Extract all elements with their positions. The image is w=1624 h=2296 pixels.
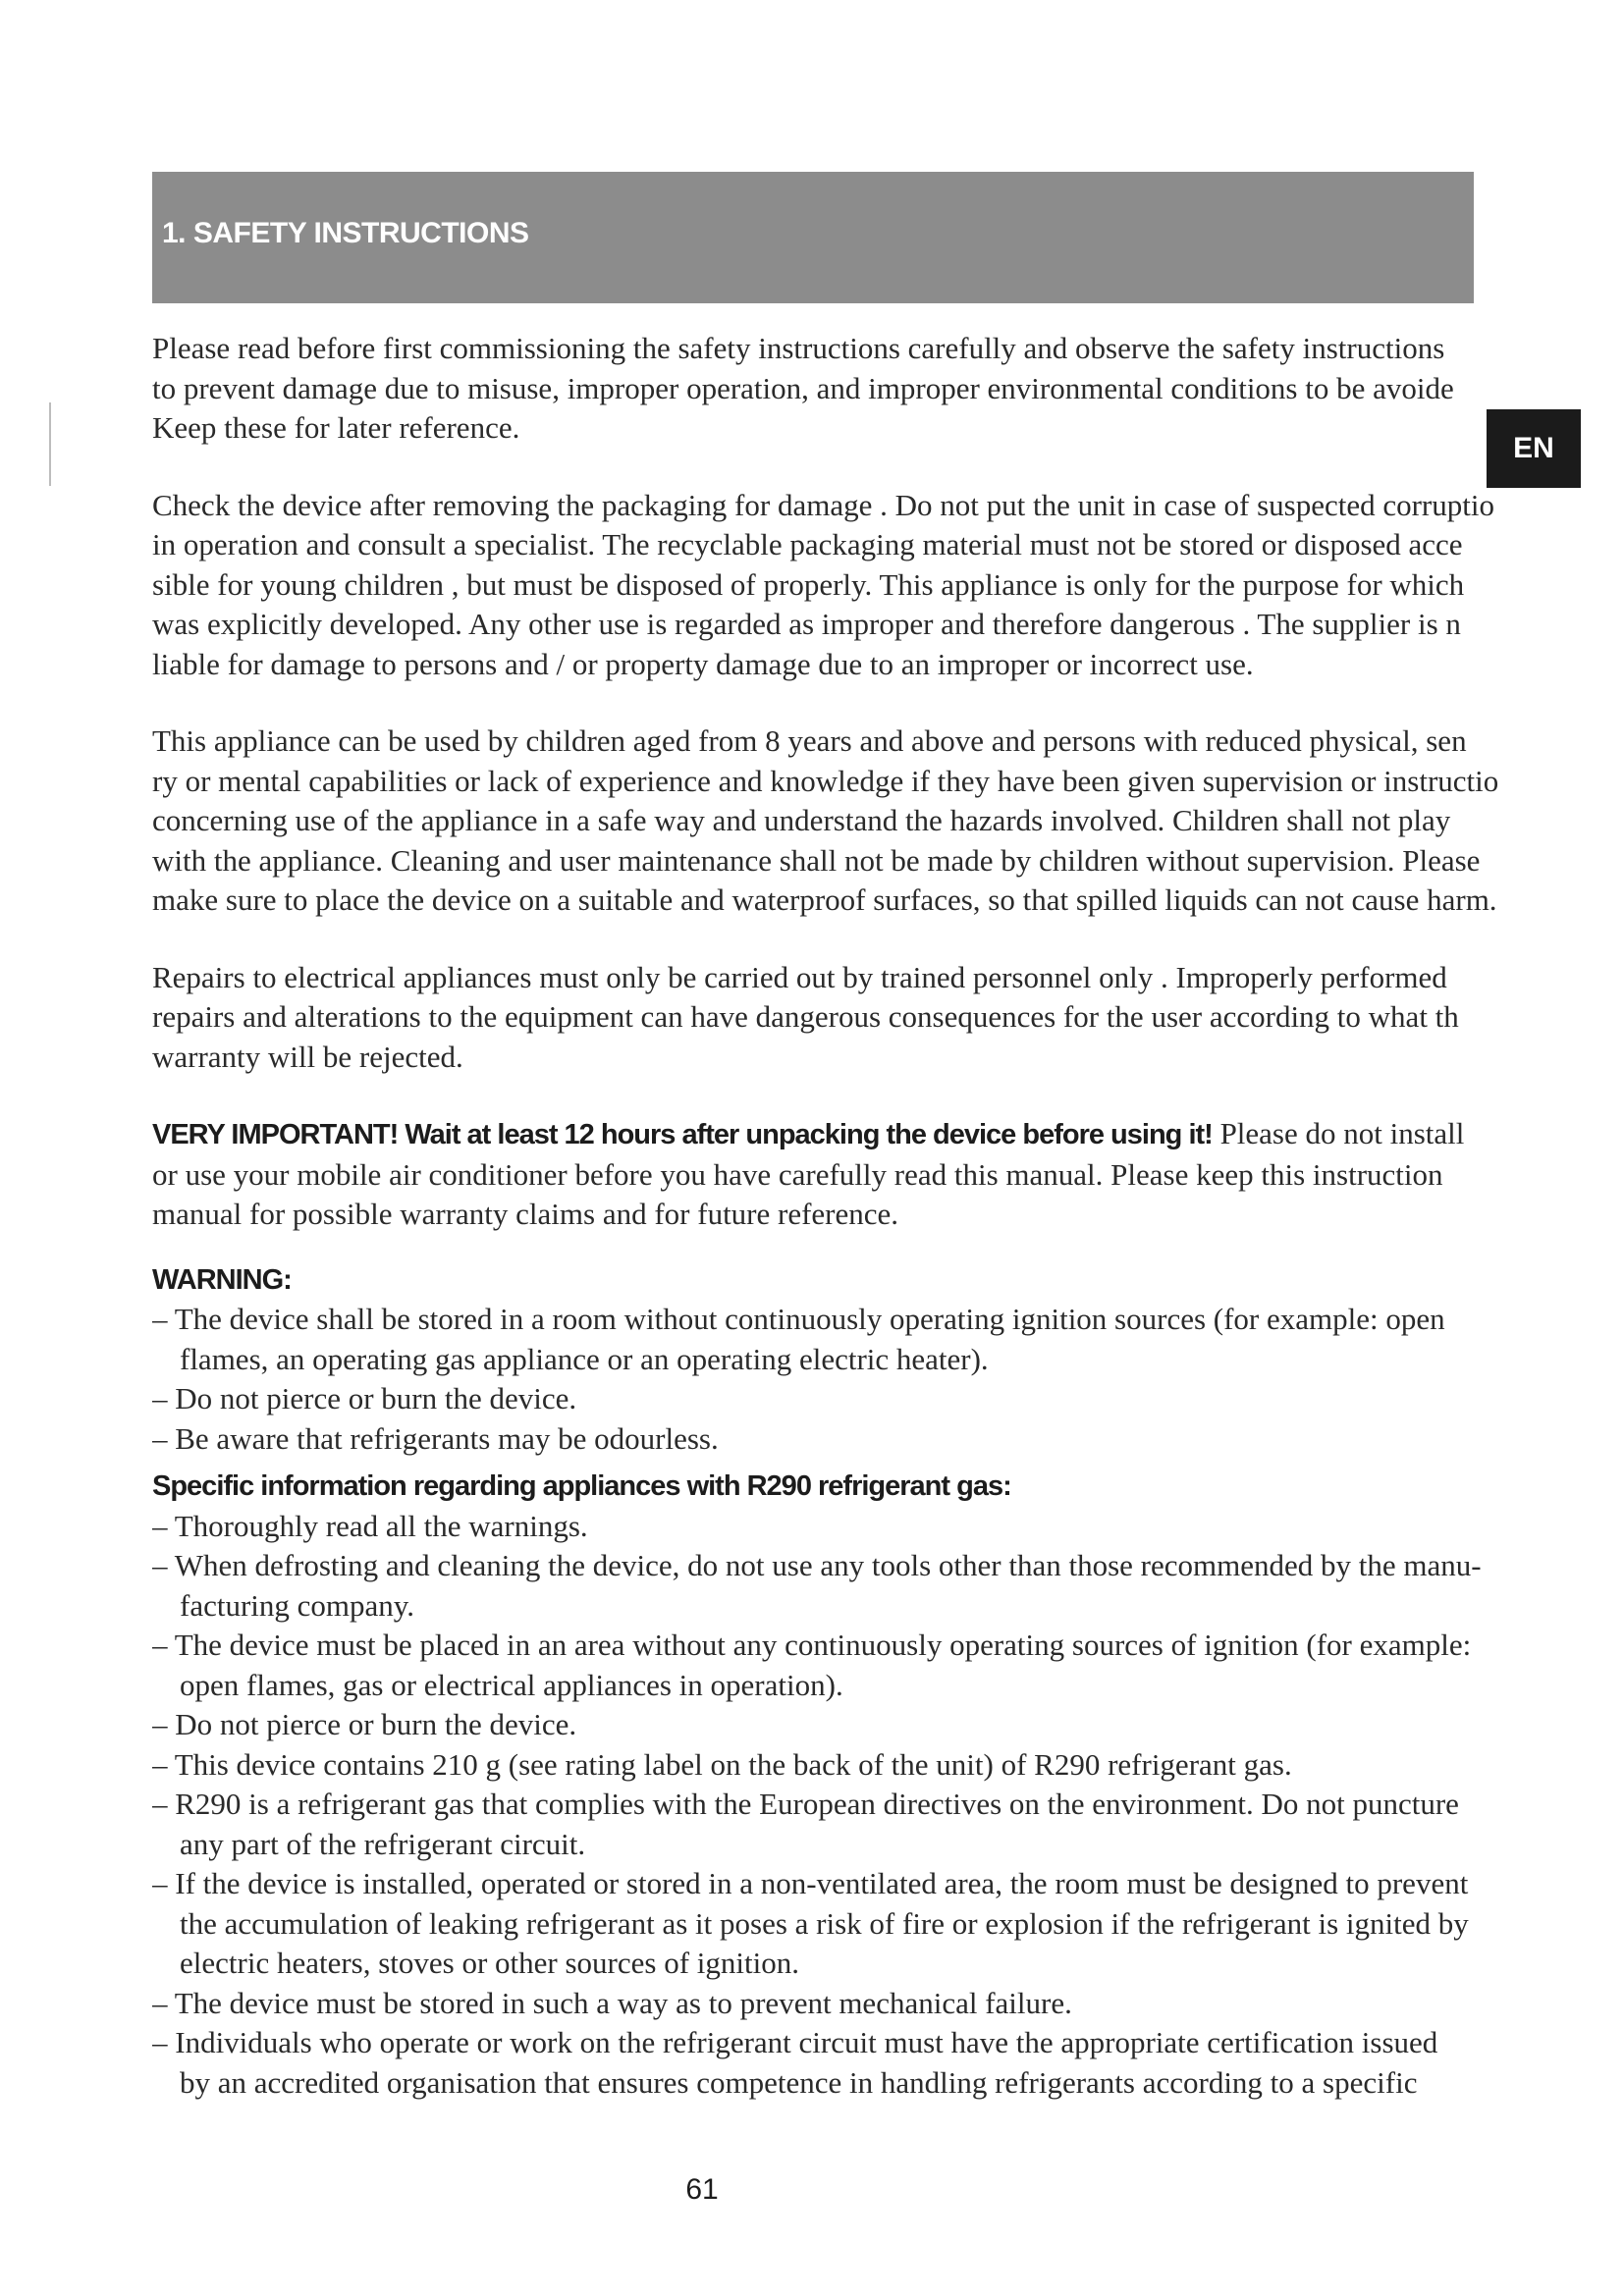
list-item: – R290 is a refrigerant gas that complies with the European directives on the environment. Do not puncture any part of the refrigerant circuit. — [152, 1787, 1459, 1861]
list-item: – Do not pierce or burn the device. — [152, 1707, 577, 1741]
list-item: – The device must be placed in an area without any continuously operating sources of ignition (for example: open flames, gas or electrical appliances in operation). — [152, 1628, 1472, 1702]
warning-heading: WARNING: — [152, 1263, 292, 1296]
safety-content — [152, 329, 1586, 2103]
margin-divider — [49, 402, 51, 486]
list-item: – This device contains 210 g (see rating label on the back of the unit) of R290 refrigerant gas. — [152, 1746, 1292, 1782]
list-item: – If the device is installed, operated or stored in a non-ventilated area, the room must be designed to prevent the accumulation of leaking refrigerant as it poses a risk of fire or explosion if the refrigerant is ignited by electric heaters, stoves or other sources of ignition. — [152, 1866, 1469, 1980]
list-item: – Individuals who operate or work on the refrigerant circuit must have the appropriate certification issued by an accredited organisation that ensures competence in handling refrigerants according to a specific — [152, 2025, 1438, 2100]
r290-list — [152, 1507, 1586, 2104]
very-important-notice: VERY IMPORTANT! Wait at least 12 hours after unpacking the device before using it! — [152, 1119, 1213, 1150]
list-item: – Be aware that refrigerants may be odourless. — [152, 1420, 719, 1456]
list-item: – Do not pierce or burn the device. — [152, 1381, 577, 1415]
r290-heading: Specific information regarding appliances with R290 refrigerant gas: — [152, 1470, 1011, 1502]
paragraph-intro: Please read before first commissioning the safety instructions carefully and observe the safety instructions to prevent damage due to misuse, improper operation, and improper environmental conditions to be avoide Keep these for later reference. — [152, 331, 1454, 445]
section-title: 1. SAFETY INSTRUCTIONS — [162, 217, 529, 249]
paragraph-packaging: Check the device after removing the packaging for damage . Do not put the unit in case of suspected corruptio in operation and consult a specialist. The recyclable packaging material must not be stored or disposed acce sible for young children , but must be disposed of properly. This appliance is only for the purpose for which was explicitly developed. Any other use is regarded as improper and therefore dangerous . The supplier is n liable for damage to persons and / or property damage due to an improper or incorrect use. — [152, 487, 1494, 681]
list-item: – The device must be stored in such a way as to prevent mechanical failure. — [152, 1985, 1072, 2020]
paragraph-very-important: VERY IMPORTANT! Wait at least 12 hours after unpacking the device before using it! Please do not install or use your mobile air conditioner before you have carefully read this manual. Please keep this instruction manual for possible warranty claims and for future reference. — [152, 1116, 1465, 1231]
paragraph-children: This appliance can be used by children aged from 8 years and above and persons with reduced physical, sen ry or mental capabilities or lack of experience and knowledge if they have been given supervision or instructio concerning use of the appliance in a safe way and understand the hazards involved. Children shall not play with the appliance. Cleaning and user maintenance shall not be made by children without supervision. Please make sure to place the device on a suitable and waterproof surfaces, so that spilled liquids can not cause harm. — [152, 723, 1499, 917]
paragraph-repairs: Repairs to electrical appliances must only be carried out by trained personnel only . Improperly performed repairs and alterations to the equipment can have dangerous consequences for the user according to what th warranty will be rejected. — [152, 959, 1459, 1074]
list-item: – The device shall be stored in a room without continuously operating ignition sources (for example: open flames, an operating gas appliance or an operating electric heater). — [152, 1302, 1445, 1376]
list-item: – When defrosting and cleaning the device, do not use any tools other than those recommended by the manu- facturing company. — [152, 1548, 1482, 1623]
section-header-bar — [152, 172, 1474, 303]
page-number: 61 — [685, 2173, 719, 2206]
list-item: – Thoroughly read all the warnings. — [152, 1508, 588, 1543]
language-tab: EN — [1487, 409, 1581, 488]
warning-list — [152, 1300, 1586, 1459]
